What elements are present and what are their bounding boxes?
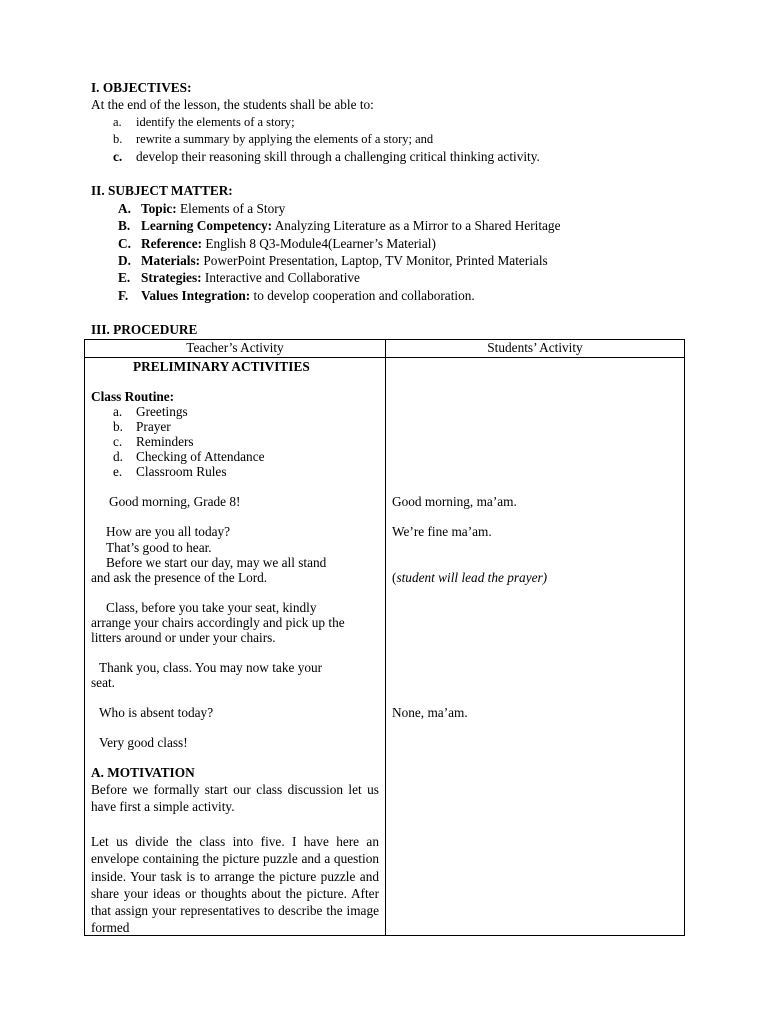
routine-marker: c.	[113, 434, 123, 449]
table-row	[85, 358, 685, 936]
subject-label: Learning Competency:	[141, 218, 273, 233]
motivation-heading: A. MOTIVATION	[91, 765, 195, 780]
subject-marker: D.	[118, 253, 131, 268]
objective-text: rewrite a summary by applying the elements of a story; and	[136, 132, 434, 146]
students-activity-header: Students’ Activity	[386, 340, 685, 358]
subject-value: Elements of a Story	[180, 201, 286, 216]
subject-value: English 8 Q3-Module4(Learner’s Material)	[205, 236, 436, 251]
routine-marker: d.	[113, 449, 123, 464]
teacher-very-good: Very good class!	[99, 735, 188, 750]
subject-item-competency	[141, 217, 560, 234]
subject-label: Reference:	[141, 236, 203, 251]
procedure-heading: III. PROCEDURE	[91, 322, 198, 337]
routine-item: Reminders	[136, 434, 194, 449]
objective-text: identify the elements of a story;	[136, 115, 295, 129]
subject-marker: F.	[118, 288, 129, 303]
subject-item-values	[141, 287, 475, 304]
subject-item-strategies	[141, 269, 360, 286]
objective-marker: b.	[113, 132, 123, 146]
preliminary-heading: PRELIMINARY ACTIVITIES	[133, 359, 310, 374]
table-header-row	[85, 340, 685, 358]
teacher-how-are-you: How are you all today?	[106, 524, 231, 539]
objective-text: develop their reasoning skill through a challenging critical thinking activity.	[136, 149, 540, 164]
class-routine-heading: Class Routine:	[91, 389, 175, 404]
motivation-text: Before we formally start our class discussion let us have first a simple activity.	[91, 782, 379, 815]
objective-marker: c.	[113, 149, 123, 164]
routine-item: Prayer	[136, 419, 171, 434]
teacher-seat-line3: litters around or under your chairs.	[91, 630, 276, 645]
teacher-activity-header: Teacher’s Activity	[85, 340, 386, 358]
teacher-greeting: Good morning, Grade 8!	[109, 494, 241, 509]
objectives-heading: I. OBJECTIVES:	[91, 80, 192, 95]
subject-value: PowerPoint Presentation, Laptop, TV Monitor, Printed Materials	[203, 253, 548, 268]
prayer-open-paren: (	[392, 570, 397, 585]
objective-marker: a.	[113, 115, 122, 129]
teacher-thanks-line1: Thank you, class. You may now take your	[99, 660, 323, 675]
subject-marker: B.	[118, 218, 131, 233]
teacher-absent-question: Who is absent today?	[99, 705, 214, 720]
routine-marker: a.	[113, 404, 123, 419]
routine-item: Greetings	[136, 404, 188, 419]
subject-label: Materials:	[141, 253, 201, 268]
subject-value: Analyzing Literature as a Mirror to a Shared Heritage	[274, 218, 561, 233]
student-fine: We’re fine ma’am.	[392, 524, 492, 539]
subject-item-topic	[141, 200, 285, 217]
subject-marker: A.	[118, 201, 131, 216]
prayer-text: student will lead the prayer)	[396, 570, 548, 585]
subject-matter-heading: II. SUBJECT MATTER:	[91, 183, 233, 198]
subject-value: Interactive and Collaborative	[204, 270, 360, 285]
objectives-intro: At the end of the lesson, the students shall be able to:	[91, 97, 374, 112]
teacher-good-to-hear: That’s good to hear.	[106, 540, 212, 555]
subject-label: Strategies:	[141, 270, 202, 285]
subject-item-reference	[141, 235, 436, 252]
subject-marker: E.	[118, 270, 131, 285]
student-prayer	[392, 569, 547, 586]
routine-item: Classroom Rules	[136, 464, 227, 479]
student-none-absent: None, ma’am.	[392, 705, 468, 720]
teacher-seat-line2: arrange your chairs accordingly and pick up the	[91, 615, 345, 630]
subject-marker: C.	[118, 236, 131, 251]
routine-marker: e.	[113, 464, 123, 479]
group-activity-text: Let us divide the class into five. I have here an envelope containing the picture puzzle and a question inside. Your task is to arrange the picture puzzle and share your ideas or thoughts about the picture. After that assign your representatives to describe the image formed	[91, 834, 379, 935]
subject-item-materials	[141, 252, 548, 269]
routine-item: Checking of Attendance	[136, 449, 265, 464]
teacher-activity-cell	[85, 358, 386, 936]
procedure-table	[84, 339, 685, 936]
teacher-prayer-line1: Before we start our day, may we all stand	[106, 555, 327, 570]
subject-label: Topic:	[141, 201, 177, 216]
routine-marker: b.	[113, 419, 123, 434]
student-greeting: Good morning, ma’am.	[392, 494, 517, 509]
students-activity-cell	[386, 358, 685, 936]
subject-label: Values Integration:	[141, 288, 251, 303]
teacher-thanks-line2: seat.	[91, 675, 115, 690]
subject-value: to develop cooperation and collaboration.	[253, 288, 475, 303]
teacher-prayer-line2: and ask the presence of the Lord.	[91, 570, 268, 585]
teacher-seat-line1: Class, before you take your seat, kindly	[106, 600, 317, 615]
